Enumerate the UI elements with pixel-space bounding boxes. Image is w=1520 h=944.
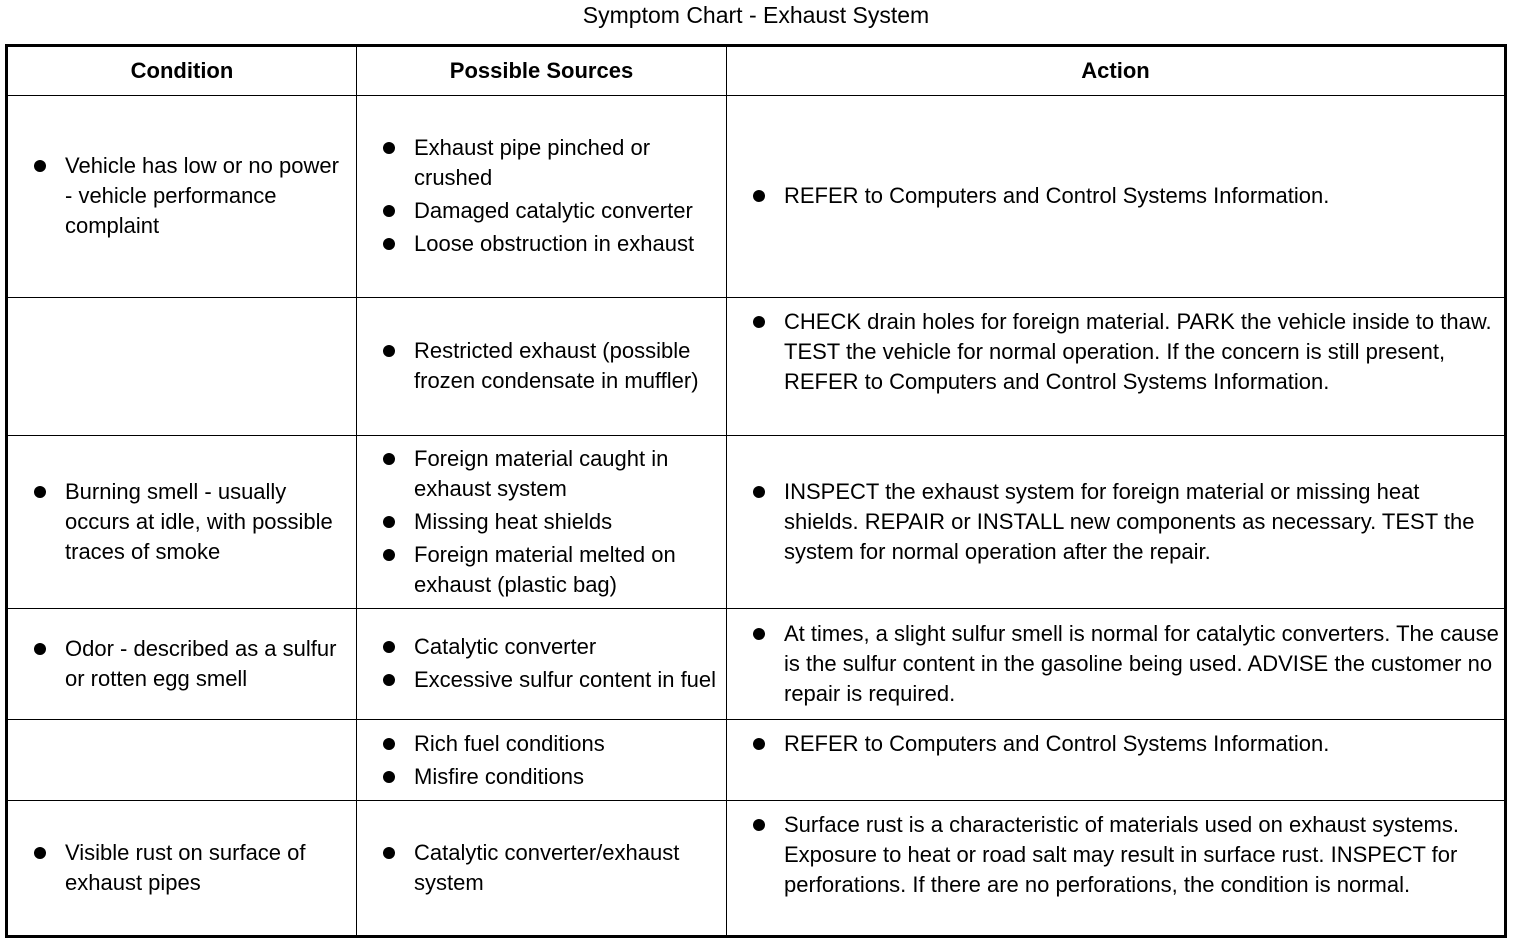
source-text: Rich fuel conditions — [414, 731, 605, 756]
bullet-icon — [383, 205, 395, 217]
source-text: Misfire conditions — [414, 764, 584, 789]
action-cell — [727, 299, 1504, 433]
bullet-icon — [34, 486, 46, 498]
bullet-icon — [34, 847, 46, 859]
header-condition: Condition — [130, 58, 234, 83]
action-bullet-item — [727, 619, 1500, 709]
bullet-icon — [34, 643, 46, 655]
action-text: INSPECT the exhaust system for foreign material or missing heat shields. REPAIR or INSTALL new components as necessary. TEST the system for normal operation after the repair. — [784, 478, 1475, 564]
source-bullet-item — [357, 838, 722, 898]
row-divider — [8, 95, 1504, 96]
condition-cell — [8, 721, 356, 798]
source-cell — [357, 610, 726, 717]
action-text: CHECK drain holes for foreign material. PARK the vehicle inside to thaw. TEST the vehicle for normal operation. If the concern is still present, REFER to Computers and Control Systems Information. — [784, 309, 1492, 394]
action-cell — [727, 721, 1504, 798]
bullet-icon — [753, 819, 765, 831]
source-bullet-item — [357, 762, 722, 792]
source-text: Loose obstruction in exhaust — [414, 231, 695, 256]
condition-cell — [8, 437, 356, 606]
bullet-icon — [753, 628, 765, 640]
source-bullet-item — [357, 665, 722, 695]
source-bullet-item — [357, 229, 722, 259]
row-divider — [8, 800, 1504, 801]
bullet-icon — [753, 486, 765, 498]
source-text: Excessive sulfur content in fuel — [414, 667, 717, 692]
action-text: REFER to Computers and Control Systems Information. — [784, 731, 1330, 756]
source-bullet-item — [357, 507, 722, 537]
bullet-icon — [383, 345, 395, 357]
condition-text: Odor - described as a sulfur or rotten egg smell — [65, 635, 337, 691]
symptom-chart-table — [5, 44, 1507, 938]
chart-title: Symptom Chart - Exhaust System — [582, 2, 930, 28]
condition-text: Vehicle has low or no power - vehicle performance complaint — [65, 153, 339, 238]
source-text: Foreign material melted on exhaust (plastic bag) — [414, 541, 676, 597]
condition-bullet-item — [8, 477, 350, 567]
action-text: Surface rust is a characteristic of materials used on exhaust systems. Exposure to heat or road salt may result in surface rust. INSPECT for perforations. If there are no perforations, the condition is normal. — [784, 812, 1459, 897]
source-bullet-item — [357, 336, 722, 396]
action-cell — [727, 610, 1504, 717]
bullet-icon — [383, 641, 395, 653]
action-cell — [727, 437, 1504, 606]
condition-cell — [8, 299, 356, 433]
bullet-icon — [383, 847, 395, 859]
bullet-icon — [383, 549, 395, 561]
condition-cell — [8, 802, 356, 933]
bullet-icon — [753, 316, 765, 328]
source-cell — [357, 721, 726, 798]
condition-cell — [8, 97, 356, 295]
condition-bullet-item — [8, 151, 350, 241]
bullet-icon — [383, 738, 395, 750]
condition-text: Visible rust on surface of exhaust pipes — [65, 839, 306, 895]
source-text: Damaged catalytic converter — [414, 198, 693, 223]
source-cell — [357, 437, 726, 606]
bullet-icon — [383, 674, 395, 686]
row-divider — [8, 719, 1504, 720]
source-bullet-item — [357, 133, 722, 193]
source-cell — [357, 299, 726, 433]
source-text: Exhaust pipe pinched or crushed — [414, 135, 651, 190]
bullet-icon — [383, 142, 395, 154]
bullet-icon — [753, 738, 765, 750]
source-bullet-item — [357, 444, 722, 504]
action-cell — [727, 97, 1504, 295]
source-text: Catalytic converter/exhaust system — [414, 839, 680, 895]
condition-bullet-item — [8, 634, 350, 694]
source-cell — [357, 802, 726, 933]
action-bullet-item — [727, 729, 1500, 759]
source-text: Restricted exhaust (possible frozen condensate in muffler) — [414, 338, 699, 393]
bullet-icon — [753, 190, 765, 202]
bullet-icon — [383, 771, 395, 783]
source-text: Missing heat shields — [414, 508, 613, 534]
header-possible-sources: Possible Sources — [449, 58, 634, 83]
source-bullet-item — [357, 540, 722, 600]
source-bullet-item — [357, 632, 722, 662]
source-cell — [357, 97, 726, 295]
action-bullet-item — [727, 307, 1500, 397]
row-divider — [8, 297, 1504, 298]
row-divider — [8, 608, 1504, 609]
action-text: At times, a slight sulfur smell is normal for catalytic converters. The cause is the sulfur content in the gasoline being used. ADVISE the customer no repair is required. — [784, 620, 1499, 706]
action-bullet-item — [727, 810, 1500, 900]
bullet-icon — [383, 453, 395, 465]
bullet-icon — [34, 160, 46, 172]
condition-bullet-item — [8, 838, 350, 898]
source-text: Foreign material caught in exhaust system — [414, 445, 669, 501]
source-bullet-item — [357, 729, 722, 759]
source-bullet-item — [357, 196, 722, 226]
action-bullet-item — [727, 477, 1500, 567]
action-bullet-item — [727, 181, 1500, 211]
action-cell — [727, 802, 1504, 933]
bullet-icon — [383, 238, 395, 250]
action-text: REFER to Computers and Control Systems Information. — [784, 183, 1330, 208]
source-text: Catalytic converter — [414, 634, 597, 659]
row-divider — [8, 435, 1504, 436]
bullet-icon — [383, 516, 395, 528]
condition-text: Burning smell - usually occurs at idle, with possible traces of smoke — [65, 478, 333, 564]
condition-cell — [8, 610, 356, 717]
header-action: Action — [1081, 58, 1150, 83]
